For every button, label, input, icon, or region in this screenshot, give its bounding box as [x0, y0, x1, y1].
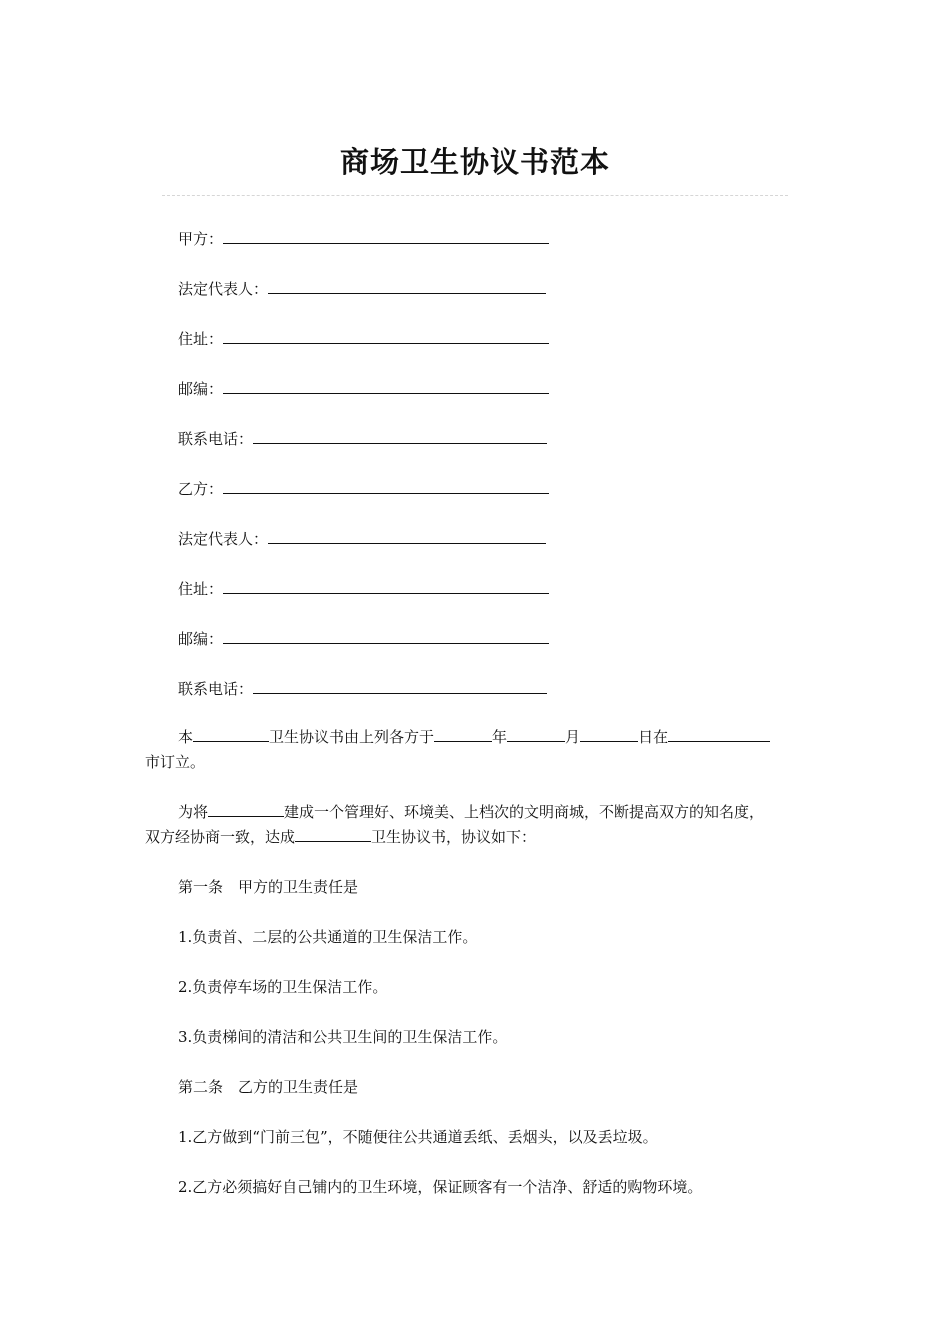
fill-blank[interactable]: [268, 528, 546, 544]
title-divider: [162, 195, 788, 196]
field-label: 邮编：: [178, 630, 224, 648]
purpose-text: 为将: [178, 803, 209, 821]
field-label: 法定代表人：: [178, 280, 269, 298]
party-b-representative-field: [178, 528, 546, 550]
clause-item: 1.乙方做到“门前三包”，不随便往公共通道丢纸、丢烟头，以及丢垃圾。: [178, 1128, 658, 1146]
fill-blank[interactable]: [434, 726, 492, 742]
clause-item: 2.负责停车场的卫生保洁工作。: [178, 978, 388, 996]
party-a-representative-field: [178, 278, 546, 300]
purpose-text: 双方经协商一致，达成: [145, 828, 296, 846]
party-a-name-field: [178, 228, 549, 250]
fill-blank[interactable]: [253, 678, 547, 694]
fill-blank[interactable]: [295, 826, 371, 842]
clause-item: 1.负责首、二层的公共通道的卫生保洁工作。: [178, 928, 478, 946]
intro-line-2: 市订立。: [145, 753, 206, 771]
field-label: 甲方：: [178, 230, 224, 248]
fill-blank[interactable]: [253, 428, 547, 444]
party-b-phone-field: [178, 678, 547, 700]
purpose-line-1: [145, 800, 830, 825]
intro-text: 卫生协议书由上列各方于: [269, 728, 435, 746]
party-a-postcode-field: [178, 378, 549, 400]
intro-text: 本: [178, 728, 194, 746]
purpose-paragraph: [145, 800, 830, 850]
fill-blank[interactable]: [223, 628, 549, 644]
fill-blank[interactable]: [223, 578, 549, 594]
fill-blank[interactable]: [208, 801, 284, 817]
party-b-name-field: [178, 478, 549, 500]
party-b-address-field: [178, 578, 549, 600]
clause-item: 3.负责梯间的清洁和公共卫生间的卫生保洁工作。: [178, 1028, 508, 1046]
field-label: 住址：: [178, 580, 224, 598]
fill-blank[interactable]: [268, 278, 546, 294]
party-a-phone-field: [178, 428, 547, 450]
clause-item: 2.乙方必须搞好自己铺内的卫生环境，保证顾客有一个洁净、舒适的购物环境。: [178, 1178, 703, 1196]
field-label: 邮编：: [178, 380, 224, 398]
fill-blank[interactable]: [668, 726, 770, 742]
fill-blank[interactable]: [507, 726, 565, 742]
fill-blank[interactable]: [223, 228, 549, 244]
intro-text: 月: [565, 728, 581, 746]
party-a-address-field: [178, 328, 549, 350]
intro-text: 年: [492, 728, 508, 746]
intro-line-1: [145, 725, 830, 750]
field-label: 联系电话：: [178, 430, 254, 448]
field-label: 法定代表人：: [178, 530, 269, 548]
fill-blank[interactable]: [223, 378, 549, 394]
fill-blank[interactable]: [223, 478, 549, 494]
fill-blank[interactable]: [580, 726, 638, 742]
clause-heading-1: 第一条 甲方的卫生责任是: [178, 878, 359, 896]
party-b-postcode-field: [178, 628, 549, 650]
field-label: 住址：: [178, 330, 224, 348]
field-label: 联系电话：: [178, 680, 254, 698]
intro-text: 日在: [638, 728, 669, 746]
intro-paragraph: [145, 725, 830, 775]
fill-blank[interactable]: [193, 726, 269, 742]
fill-blank[interactable]: [223, 328, 549, 344]
document-title: 商场卫生协议书范本: [339, 145, 610, 179]
purpose-text: 建成一个管理好、环境美、上档次的文明商城，不断提高双方的知名度，: [284, 803, 765, 821]
field-label: 乙方：: [178, 480, 224, 498]
purpose-line-2: [145, 825, 830, 850]
clause-heading-2: 第二条 乙方的卫生责任是: [178, 1078, 359, 1096]
purpose-text: 卫生协议书，协议如下：: [371, 828, 537, 846]
